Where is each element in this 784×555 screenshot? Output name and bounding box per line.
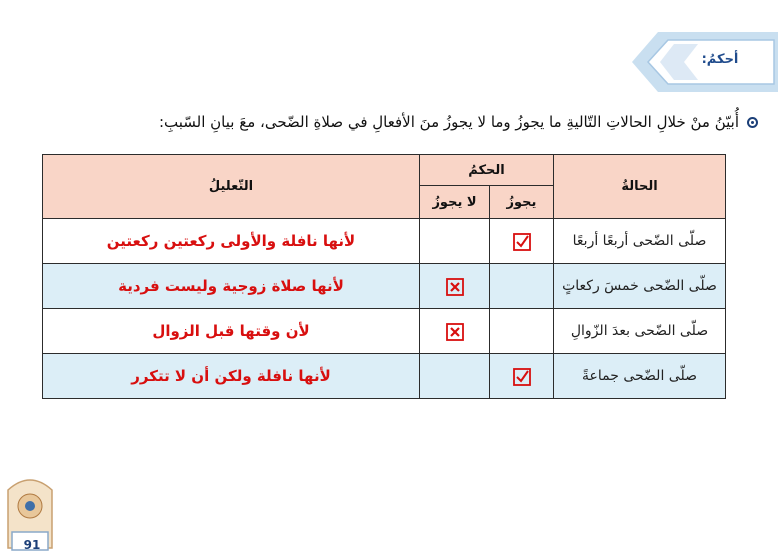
table-row bbox=[43, 219, 726, 264]
not-allowed-cell bbox=[420, 219, 490, 264]
reason-cell: لأنها نافلة والأولى ركعتين ركعتين bbox=[43, 219, 420, 264]
instruction-text: أُبيّنُ منْ خلالِ الحالاتِ التّاليةِ ما يجوزُ وما لا يجوزُ منَ الأفعالِ في صلاةِ الضّحى، معَ بيانِ السّببِ: bbox=[158, 113, 739, 131]
header-reason: التّعليلُ bbox=[43, 155, 420, 219]
header-case: الحالةُ bbox=[554, 155, 726, 219]
case-cell: صلّى الضّحى بعدَ الزّوالِ bbox=[554, 309, 726, 354]
header-allowed: يجوزُ bbox=[490, 186, 554, 219]
page-number: 91 bbox=[23, 538, 41, 552]
not-allowed-cell bbox=[420, 354, 490, 399]
allowed-cell bbox=[490, 309, 554, 354]
cross-icon bbox=[446, 278, 464, 296]
check-icon bbox=[513, 233, 531, 251]
allowed-cell bbox=[490, 264, 554, 309]
table-row bbox=[43, 264, 726, 309]
allowed-cell bbox=[490, 354, 554, 399]
table-row bbox=[43, 309, 726, 354]
instruction-line bbox=[58, 113, 758, 131]
section-title: أحكمُ: bbox=[701, 52, 739, 67]
allowed-cell bbox=[490, 219, 554, 264]
header-ruling: الحكمُ bbox=[420, 155, 554, 186]
rulings-table bbox=[42, 154, 726, 399]
reason-cell: لأنها نافلة ولكن أن لا تتكرر bbox=[43, 354, 420, 399]
case-cell: صلّى الضّحى أربعًا أربعًا bbox=[554, 219, 726, 264]
table-row bbox=[43, 354, 726, 399]
check-icon bbox=[513, 368, 531, 386]
case-cell: صلّى الضّحى جماعةً bbox=[554, 354, 726, 399]
not-allowed-cell bbox=[420, 309, 490, 354]
reason-cell: لأن وقتها قبل الزوال bbox=[43, 309, 420, 354]
bullet-icon bbox=[747, 117, 758, 128]
not-allowed-cell bbox=[420, 264, 490, 309]
header-not-allowed: لا يجوزُ bbox=[420, 186, 490, 219]
reason-cell: لأنها صلاة زوجية وليست فردية bbox=[43, 264, 420, 309]
cross-icon bbox=[446, 323, 464, 341]
case-cell: صلّى الضّحى خمسَ ركعاتٍ bbox=[554, 264, 726, 309]
